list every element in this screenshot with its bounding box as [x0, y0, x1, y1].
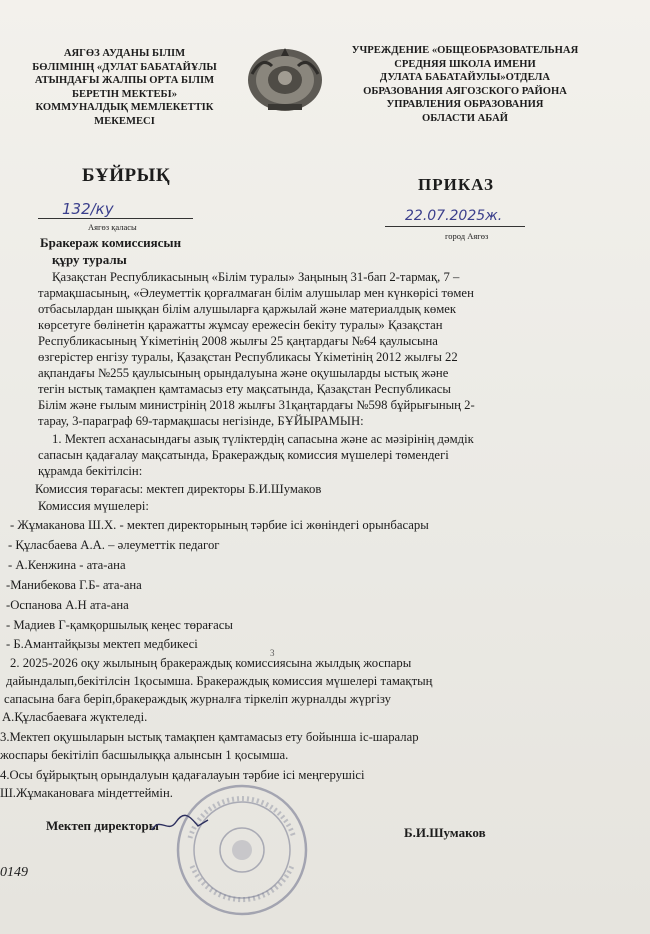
document-title-kz: БҰЙРЫҚ [82, 165, 171, 186]
header-kz-line: КОММУНАЛДЫҚ МЕМЛЕКЕТТІК [35, 102, 214, 114]
order-number-line [38, 218, 193, 219]
body-line: тегін ыстық тамақпен қамтамасыз ету мақсатында, Қазақстан Республикасы [38, 382, 451, 396]
body-line: 3.Мектеп оқушыларын ыстық тамақпен қамтамасыз ету бойынша іс-шаралар [0, 730, 419, 744]
body-line: көрсетуге бөлінетін қаражатты жұмсау ережесін бекіту туралы» Қазақстан [38, 318, 443, 332]
margin-mark: 3 [270, 648, 275, 658]
header-ru-line: ОБЛАСТИ АБАЙ [421, 112, 508, 124]
body-line: құрамда бекітілсін: [38, 464, 143, 478]
header-ru [330, 44, 600, 126]
body-line: Ш.Жұмакановаға міндеттеймін. [0, 786, 173, 800]
body-line: сапасына баға беріп,бракераждық журналға тіркеліп журналды жүргізу [4, 692, 392, 706]
header-ru-line: ДУЛАТА БАБАТАЙУЛЫ»ОТДЕЛА [379, 72, 551, 84]
header-kz-line: БЕРЕТІН МЕКТЕБІ» [72, 88, 177, 100]
member-line: - Б.Амантайқызы мектеп медбикесі [6, 637, 198, 651]
body-line: Комиссия мүшелері: [38, 499, 149, 513]
school-seal-icon [172, 780, 312, 920]
header-ru-line: ОБРАЗОВАНИЯ АЯГОЗСКОГО РАЙОНА [363, 85, 567, 97]
body-line: Республикасының Үкіметінің 2008 жылғы 25 қаңтардағы №64 қаулысына [38, 334, 438, 348]
body-line: өзгерістер енгізу туралы, Қазақстан Республикасы Үкіметінің 2012 жылғы 22 [38, 350, 458, 364]
signature-position: Мектеп директоры [46, 818, 159, 833]
body-line: тарау, 3-параграф 69-тармақшасы негізінде, БҰЙЫРАМЫН: [38, 414, 364, 428]
body-line: Комиссия төрағасы: мектеп директоры Б.И.Шумаков [35, 482, 322, 496]
body-line: ақпандағы №255 қаулысының орындалуына және оқушыларды ыстық және [38, 366, 449, 380]
body-line: Білім және ғылым министрінің 2018 жылғы 31қаңтардағы №598 бұйрығының 2- [38, 398, 475, 412]
city-kz: Аягөз қаласы [88, 222, 137, 232]
header-kz-line: АТЫНДАҒЫ ЖАЛПЫ ОРТА БІЛІМ [34, 75, 215, 87]
header-kz-line: МЕКЕМЕСІ [94, 115, 155, 127]
body-line: сапасын қадағалау мақсатында, Бракераждық комиссия мүшелері төмендегі [38, 448, 449, 462]
header-ru-line: СРЕДНЯЯ ШКОЛА ИМЕНИ [394, 58, 536, 70]
footer-code: 0149 [0, 865, 28, 880]
signature-icon [150, 812, 210, 836]
order-date: 22.07.2025ж. [405, 208, 503, 224]
signature-name: Б.И.Шумаков [404, 825, 486, 840]
member-line: - А.Кенжина - ата-ана [8, 558, 126, 572]
order-subject-line: Бракераж комиссиясын [40, 235, 182, 250]
member-line: - Құласбаева А.А. – әлеуметтік педагог [8, 538, 220, 552]
header-kz [22, 47, 227, 129]
body-line: 4.Осы бұйрықтың орындалуын қадағалауын тәрбие ісі меңгерушісі [0, 768, 365, 782]
header-kz-line: БӨЛІМІНІҢ «ДУЛАТ БАБАТАЙҰЛЫ [32, 61, 217, 73]
header-kz-line: АЯГӨЗ АУДАНЫ БІЛІМ [63, 48, 186, 59]
member-line: - Мадиев Г-қамқоршылық кеңес төрағасы [6, 618, 233, 632]
body-line: 2. 2025-2026 оқу жылының бракераждық комиссиясына жылдық жоспары [10, 656, 412, 670]
order-date-line [385, 226, 525, 227]
body-line: отбасылардан шыққан білім алушыларға қаржылай және материалдық көмек [38, 302, 457, 316]
body-line: 1. Мектеп асханасындағы азық түліктердің сапасына және ас мәзірінің дәмдік [52, 432, 474, 446]
body-line: жоспары бекітіліп басшылыққа алынсын 1 қосымша. [0, 748, 289, 762]
header-ru-line: УЧРЕЖДЕНИЕ «ОБЩЕОБРАЗОВАТЕЛЬНАЯ [351, 45, 579, 56]
member-line: -Манибекова Г.Б- ата-ана [6, 578, 142, 592]
order-subject-line: құру туралы [52, 252, 127, 267]
order-number: 132/ку [62, 200, 114, 218]
member-line: -Оспанова А.Н ата-ана [6, 598, 129, 612]
city-ru: город Аягөз [445, 231, 489, 241]
body-line: тармақшасының, «Әлеуметтік қорғалмаған білім алушылар мен күнкөрісі төмен [38, 286, 474, 300]
body-line: А.Құласбаеваға жүктеледі. [2, 710, 148, 724]
document-title-ru: ПРИКАЗ [418, 175, 494, 194]
header-ru-line: УПРАВЛЕНИЯ ОБРАЗОВАНИЯ [386, 99, 544, 111]
body-line: Қазақстан Республикасының «Білім туралы» Заңының 31-бап 2-тармақ, 7 – [52, 270, 460, 284]
body-line: дайындалып,бекітілсін 1қосымша. Бракераждық комиссия мүшелері тамақтың [6, 674, 433, 688]
state-emblem-icon [242, 44, 328, 114]
member-line: - Жұмаканова Ш.Х. - мектеп директорының тәрбие ісі жөніндегі орынбасары [10, 518, 429, 532]
